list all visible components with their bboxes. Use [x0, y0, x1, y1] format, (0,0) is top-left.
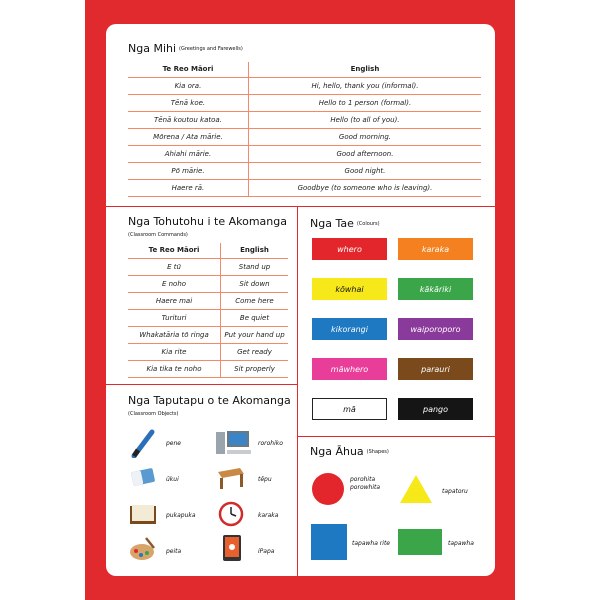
table-row	[128, 77, 481, 94]
shapes-title-text: Nga Āhua	[310, 445, 364, 458]
greetings-header-english: English	[248, 62, 481, 77]
greetings-subtitle: (Greetings and Farewells)	[179, 46, 243, 52]
command-english: Stand up	[221, 258, 289, 275]
table-row	[128, 343, 288, 360]
shape-label-circle: porohita porowhita	[350, 476, 381, 491]
shape-label-square: tapawha rite	[352, 540, 390, 547]
colour-chip: kikorangi	[312, 318, 387, 340]
object-label-pene: pene	[166, 440, 181, 447]
object-label-ukui: ūkui	[166, 476, 179, 483]
table-icon	[216, 466, 246, 490]
shape-label-rectangle: tapawha	[448, 540, 474, 547]
triangle-icon	[399, 474, 433, 504]
greeting-maori: Tēnā koutou katoa.	[128, 111, 248, 128]
table-row	[128, 258, 288, 275]
shape-label-triangle: tapatoru	[442, 488, 468, 495]
table-row	[128, 326, 288, 343]
greeting-maori: Mōrena / Ata mārie.	[128, 128, 248, 145]
poster-sheet	[106, 24, 495, 576]
table-row	[128, 179, 481, 196]
shapes-subtitle: (Shapes)	[366, 449, 389, 455]
command-maori: E noho	[128, 275, 221, 292]
commands-subtitle: (Classroom Commands)	[128, 232, 188, 238]
objects-title: Nga Taputapu o te Akomanga	[128, 394, 291, 407]
colour-chip: karaka	[398, 238, 473, 260]
commands-table	[128, 243, 288, 378]
colours-title	[310, 217, 380, 230]
greeting-english: Good afternoon.	[248, 145, 481, 162]
command-maori: Kia rite	[128, 343, 221, 360]
colour-chip: waiporoporo	[398, 318, 473, 340]
greetings-title-text: Nga Mihi	[128, 42, 177, 55]
rectangle-icon	[398, 529, 442, 555]
eraser-icon	[130, 466, 156, 488]
table-row	[128, 145, 481, 162]
colour-chip: pango	[398, 398, 473, 420]
square-icon	[311, 524, 347, 560]
greetings-header-maori: Te Reo Māori	[128, 62, 248, 77]
clock-icon	[218, 501, 244, 527]
command-english: Put your hand up	[221, 326, 289, 343]
table-row	[128, 128, 481, 145]
command-english: Sit properly	[221, 360, 289, 377]
command-maori: Kia tika te noho	[128, 360, 221, 377]
greeting-english: Good morning.	[248, 128, 481, 145]
command-english: Sit down	[221, 275, 289, 292]
object-label-karaka: karaka	[258, 512, 279, 519]
greeting-english: Good night.	[248, 162, 481, 179]
commands-header-maori: Te Reo Māori	[128, 243, 221, 258]
greeting-maori: Kia ora.	[128, 77, 248, 94]
command-maori: Haere mai	[128, 292, 221, 309]
command-maori: E tū	[128, 258, 221, 275]
object-label-tepu: tēpu	[258, 476, 272, 483]
object-label-ipapa: iPapa	[258, 548, 275, 555]
command-english: Be quiet	[221, 309, 289, 326]
objects-subtitle: (Classroom Objects)	[128, 411, 179, 417]
greetings-title	[128, 42, 243, 55]
book-icon	[128, 502, 158, 526]
command-maori: Turituri	[128, 309, 221, 326]
object-label-peita: peita	[166, 548, 182, 555]
greeting-english: Goodbye (to someone who is leaving).	[248, 179, 481, 196]
pen-icon	[130, 428, 156, 458]
table-row	[128, 275, 288, 292]
divider-vertical	[297, 206, 298, 576]
colour-chip: kākāriki	[398, 278, 473, 300]
commands-title: Nga Tohutohu i te Akomanga	[128, 215, 287, 228]
divider-top	[106, 206, 495, 207]
command-english: Come here	[221, 292, 289, 309]
table-row	[128, 94, 481, 111]
tablet-icon	[222, 534, 242, 562]
table-row	[128, 309, 288, 326]
circle-icon	[311, 472, 345, 506]
paint-icon	[128, 536, 158, 562]
divider-right	[297, 436, 495, 437]
greeting-maori: Ahiahi mārie.	[128, 145, 248, 162]
command-english: Get ready	[221, 343, 289, 360]
colour-chip: mā	[312, 398, 387, 420]
table-row	[128, 111, 481, 128]
greetings-table	[128, 62, 481, 197]
greeting-english: Hello (to all of you).	[248, 111, 481, 128]
command-maori: Whakatāria tō ringa	[128, 326, 221, 343]
greeting-maori: Haere rā.	[128, 179, 248, 196]
colour-chip: māwhero	[312, 358, 387, 380]
greeting-maori: Pō mārie.	[128, 162, 248, 179]
colour-chip: parauri	[398, 358, 473, 380]
greeting-english: Hi, hello, thank you (informal).	[248, 77, 481, 94]
computer-icon	[216, 430, 252, 456]
colours-title-text: Nga Tae	[310, 217, 354, 230]
divider-left	[106, 384, 297, 385]
table-row	[128, 162, 481, 179]
object-label-rorohiko: rorohiko	[258, 440, 283, 447]
colour-chip: whero	[312, 238, 387, 260]
greeting-english: Hello to 1 person (formal).	[248, 94, 481, 111]
table-row	[128, 292, 288, 309]
colour-chip: kōwhai	[312, 278, 387, 300]
table-row	[128, 360, 288, 377]
greeting-maori: Tēnā koe.	[128, 94, 248, 111]
commands-header-english: English	[221, 243, 289, 258]
shapes-title	[310, 445, 389, 458]
object-label-pukapuka: pukapuka	[166, 512, 196, 519]
colours-subtitle: (Colours)	[356, 221, 380, 227]
